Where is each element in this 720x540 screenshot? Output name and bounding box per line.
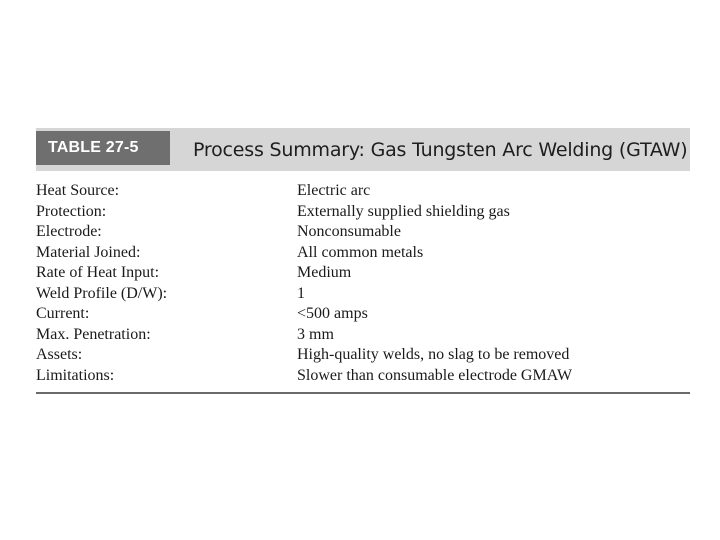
- row-value: Electric arc: [297, 182, 371, 199]
- table-body: [36, 181, 690, 386]
- row-label: Protection:: [36, 202, 107, 220]
- table-row: [36, 202, 690, 223]
- table-row: [36, 263, 690, 284]
- table-title: Process Summary: Gas Tungsten Arc Welding (GTAW): [193, 139, 688, 161]
- row-label: Weld Profile (D/W):: [36, 284, 168, 302]
- row-value: Nonconsumable: [297, 223, 401, 240]
- row-value: High-quality welds, no slag to be removed: [297, 346, 570, 363]
- row-value: 1: [297, 284, 305, 302]
- row-label: Electrode:: [36, 223, 102, 240]
- row-label: Assets:: [36, 346, 83, 363]
- row-label: Material Joined:: [36, 243, 141, 261]
- row-value: Slower than consumable electrode GMAW: [297, 366, 573, 384]
- row-value: All common metals: [297, 243, 424, 261]
- table-row: [36, 181, 690, 202]
- table-row: [36, 345, 690, 366]
- row-label: Rate of Heat Input:: [36, 264, 160, 281]
- process-summary-table: [36, 128, 690, 394]
- row-label: Heat Source:: [36, 182, 120, 199]
- table-bottom-rule: [36, 392, 690, 394]
- row-label: Limitations:: [36, 366, 115, 384]
- table-header-bar: [36, 128, 690, 171]
- row-value: <500 amps: [297, 305, 368, 322]
- row-value: Medium: [297, 264, 352, 281]
- table-row: [36, 243, 690, 264]
- table-row: [36, 325, 690, 346]
- table-number-tag: TABLE 27-5: [36, 131, 170, 165]
- row-label: Max. Penetration:: [36, 325, 151, 343]
- table-row: [36, 284, 690, 305]
- row-label: Current:: [36, 305, 90, 322]
- row-value: 3 mm: [297, 325, 334, 343]
- row-value: Externally supplied shielding gas: [297, 202, 510, 220]
- table-row: [36, 222, 690, 243]
- table-row: [36, 304, 690, 325]
- table-row: [36, 366, 690, 387]
